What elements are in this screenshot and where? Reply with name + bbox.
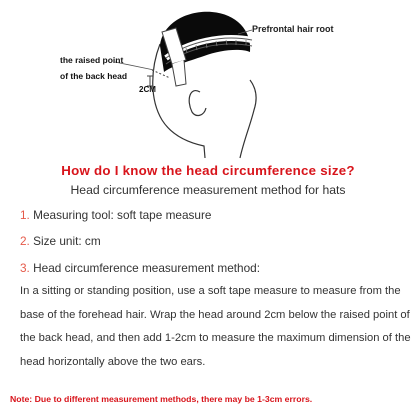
list-item-method [20,261,260,275]
label-prefrontal-hair-root: Prefrontal hair root [252,24,334,34]
list-item-text: Measuring tool: soft tape measure [33,208,212,222]
error-note: Note: Due to different measurement methods, there may be 1-3cm errors. [10,394,313,404]
raised-point-marker [152,70,170,78]
list-item-tool [20,208,211,222]
list-item-unit [20,234,101,248]
list-item-number: 1. [20,208,30,222]
page-subtitle: Head circumference measurement method for hats [70,183,346,197]
list-item-number: 2. [20,234,30,248]
label-raised-point-line2: of the back head [60,71,128,81]
page-title: How do I know the head circumference size? [61,163,355,178]
label-2cm: 2CM [139,85,156,94]
ear-outline [189,91,206,116]
method-description: In a sitting or standing position, use a soft tape measure to measure from the base of the forehead hair. Wrap the head around 2cm below the raised point of the back head, and then add 1-2cm to measure the maximum dimension of the head horizontally above the two ears. [20,285,411,368]
list-item-number: 3. [20,261,30,275]
list-item-text: Head circumference measurement method: [33,261,260,275]
head-measurement-illustration [0,0,416,160]
list-item-text: Size unit: cm [33,234,101,248]
label-raised-point-line1: the raised point [60,55,124,65]
